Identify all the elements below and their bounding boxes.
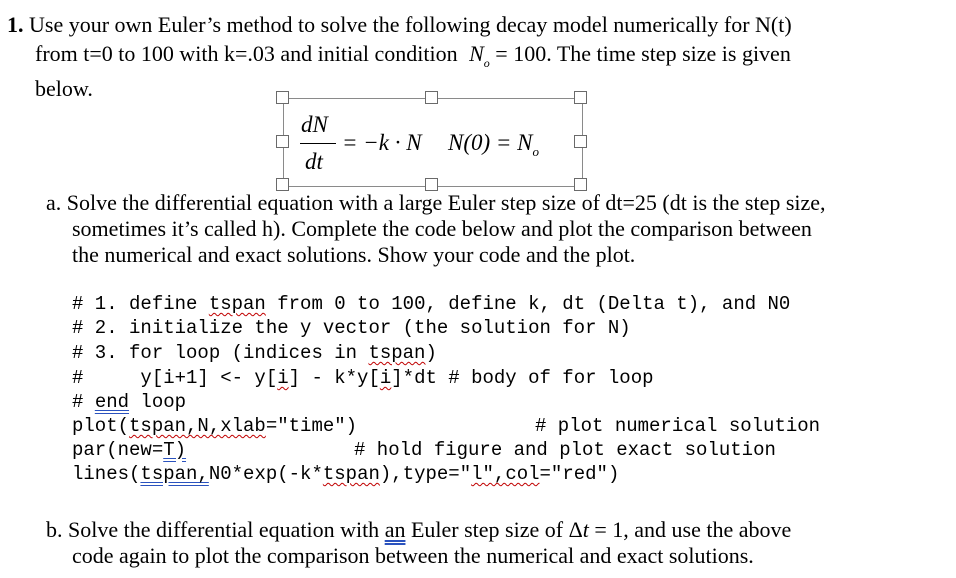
code-text: ="red") [539, 463, 620, 485]
code-text: ="time") [265, 415, 358, 437]
part-a-line1: a. Solve the differential equation with a large Euler step size of dt=25 (dt is the step size, [46, 190, 826, 215]
intro-sub: o [483, 56, 490, 70]
code-text: ]*dt # body of for loop [391, 367, 654, 389]
part-b-text: Euler step size of [410, 517, 564, 542]
code-line-6 [72, 414, 357, 438]
code-comment-7: # hold figure and plot exact solution [354, 439, 776, 461]
grammar-flag: an [384, 517, 406, 542]
ic-sub: o [532, 144, 540, 159]
code-line-8 [72, 462, 619, 486]
spell-flag: i [379, 367, 392, 389]
problem-intro-line2 [35, 41, 791, 70]
fraction-denominator: dt [305, 149, 323, 174]
code-text: ) [425, 342, 437, 364]
spell-flag: tspan [322, 463, 380, 485]
part-a-line2: sometimes it’s called h). Complete the code below and plot the comparison between [72, 216, 812, 241]
resize-handle-mr[interactable] [574, 135, 587, 148]
part-b-line2: code again to plot the comparison between the numerical and exact solutions. [72, 543, 754, 568]
code-line-3 [72, 341, 437, 365]
grammar-flag: tspan, [140, 463, 209, 485]
problem-intro-line3: below. [35, 76, 93, 101]
resize-handle-tl[interactable] [276, 91, 289, 104]
code-text: lines( [72, 463, 141, 485]
code-line-7 [72, 438, 186, 462]
fraction-numerator: dN [301, 112, 328, 137]
spell-flag: l",col [471, 463, 540, 485]
code-text: plot( [72, 415, 130, 437]
intro-eq: = 100 [495, 41, 547, 66]
part-b-text: = 1, and use the above [594, 517, 792, 542]
code-text: # 3. for loop (indices in [72, 342, 369, 364]
fraction-bar [300, 143, 336, 144]
resize-handle-tr[interactable] [574, 91, 587, 104]
delta-t-expression [569, 517, 792, 542]
spell-flag: tspan [208, 293, 266, 315]
code-line-2: # 2. initialize the y vector (the solution for N) [72, 317, 631, 339]
delta-symbol: Δ [568, 517, 583, 542]
resize-handle-ml[interactable] [276, 135, 289, 148]
code-line-4 [72, 366, 654, 390]
ic-lhs: N(0) = N [448, 130, 533, 155]
code-text: # [72, 391, 95, 413]
code-text: loop [129, 391, 187, 413]
grammar-flag: end [94, 391, 130, 413]
code-text: ] - k*y[ [288, 367, 380, 389]
code-text: par(new= [72, 439, 164, 461]
grammar-flag: T) [163, 439, 187, 461]
code-text: from 0 to 100, define k, dt (Delta t), and N0 [265, 293, 791, 315]
spell-flag: tspan,N,xlab [129, 415, 266, 437]
spell-flag: i [277, 367, 289, 389]
code-line-1 [72, 292, 790, 316]
code-text: # 1. define [72, 293, 209, 315]
initial-condition-inline [469, 41, 547, 70]
intro-text-1: Use your own Euler’s method to solve the following decay model numerically for N(t) [29, 12, 792, 37]
code-comment-6: # plot numerical solution [535, 415, 821, 437]
part-a-line3: the numerical and exact solutions. Show your code and the plot. [72, 242, 636, 267]
resize-handle-tm[interactable] [425, 91, 438, 104]
intro-var: N [469, 41, 484, 66]
equation-rhs: = −k · N [342, 130, 422, 155]
spell-flag: tspan [368, 342, 426, 364]
problem-intro-line1 [7, 12, 792, 38]
code-text: N0*exp(-k* [208, 463, 323, 485]
intro-text-2b: . The time step size is given [546, 41, 791, 66]
problem-number: 1. [7, 12, 24, 37]
code-text: # y[i+1] <- y[ [72, 367, 278, 389]
part-b-text: b. Solve the differential equation with [46, 517, 380, 542]
code-text: ),type=" [379, 463, 472, 485]
part-b-line1 [46, 517, 791, 543]
intro-text-2a: from t=0 to 100 with k=.03 and initial condition [35, 41, 458, 66]
equation-initial-condition [448, 130, 539, 159]
code-line-5 [72, 390, 186, 414]
t-variable: t [582, 517, 589, 542]
